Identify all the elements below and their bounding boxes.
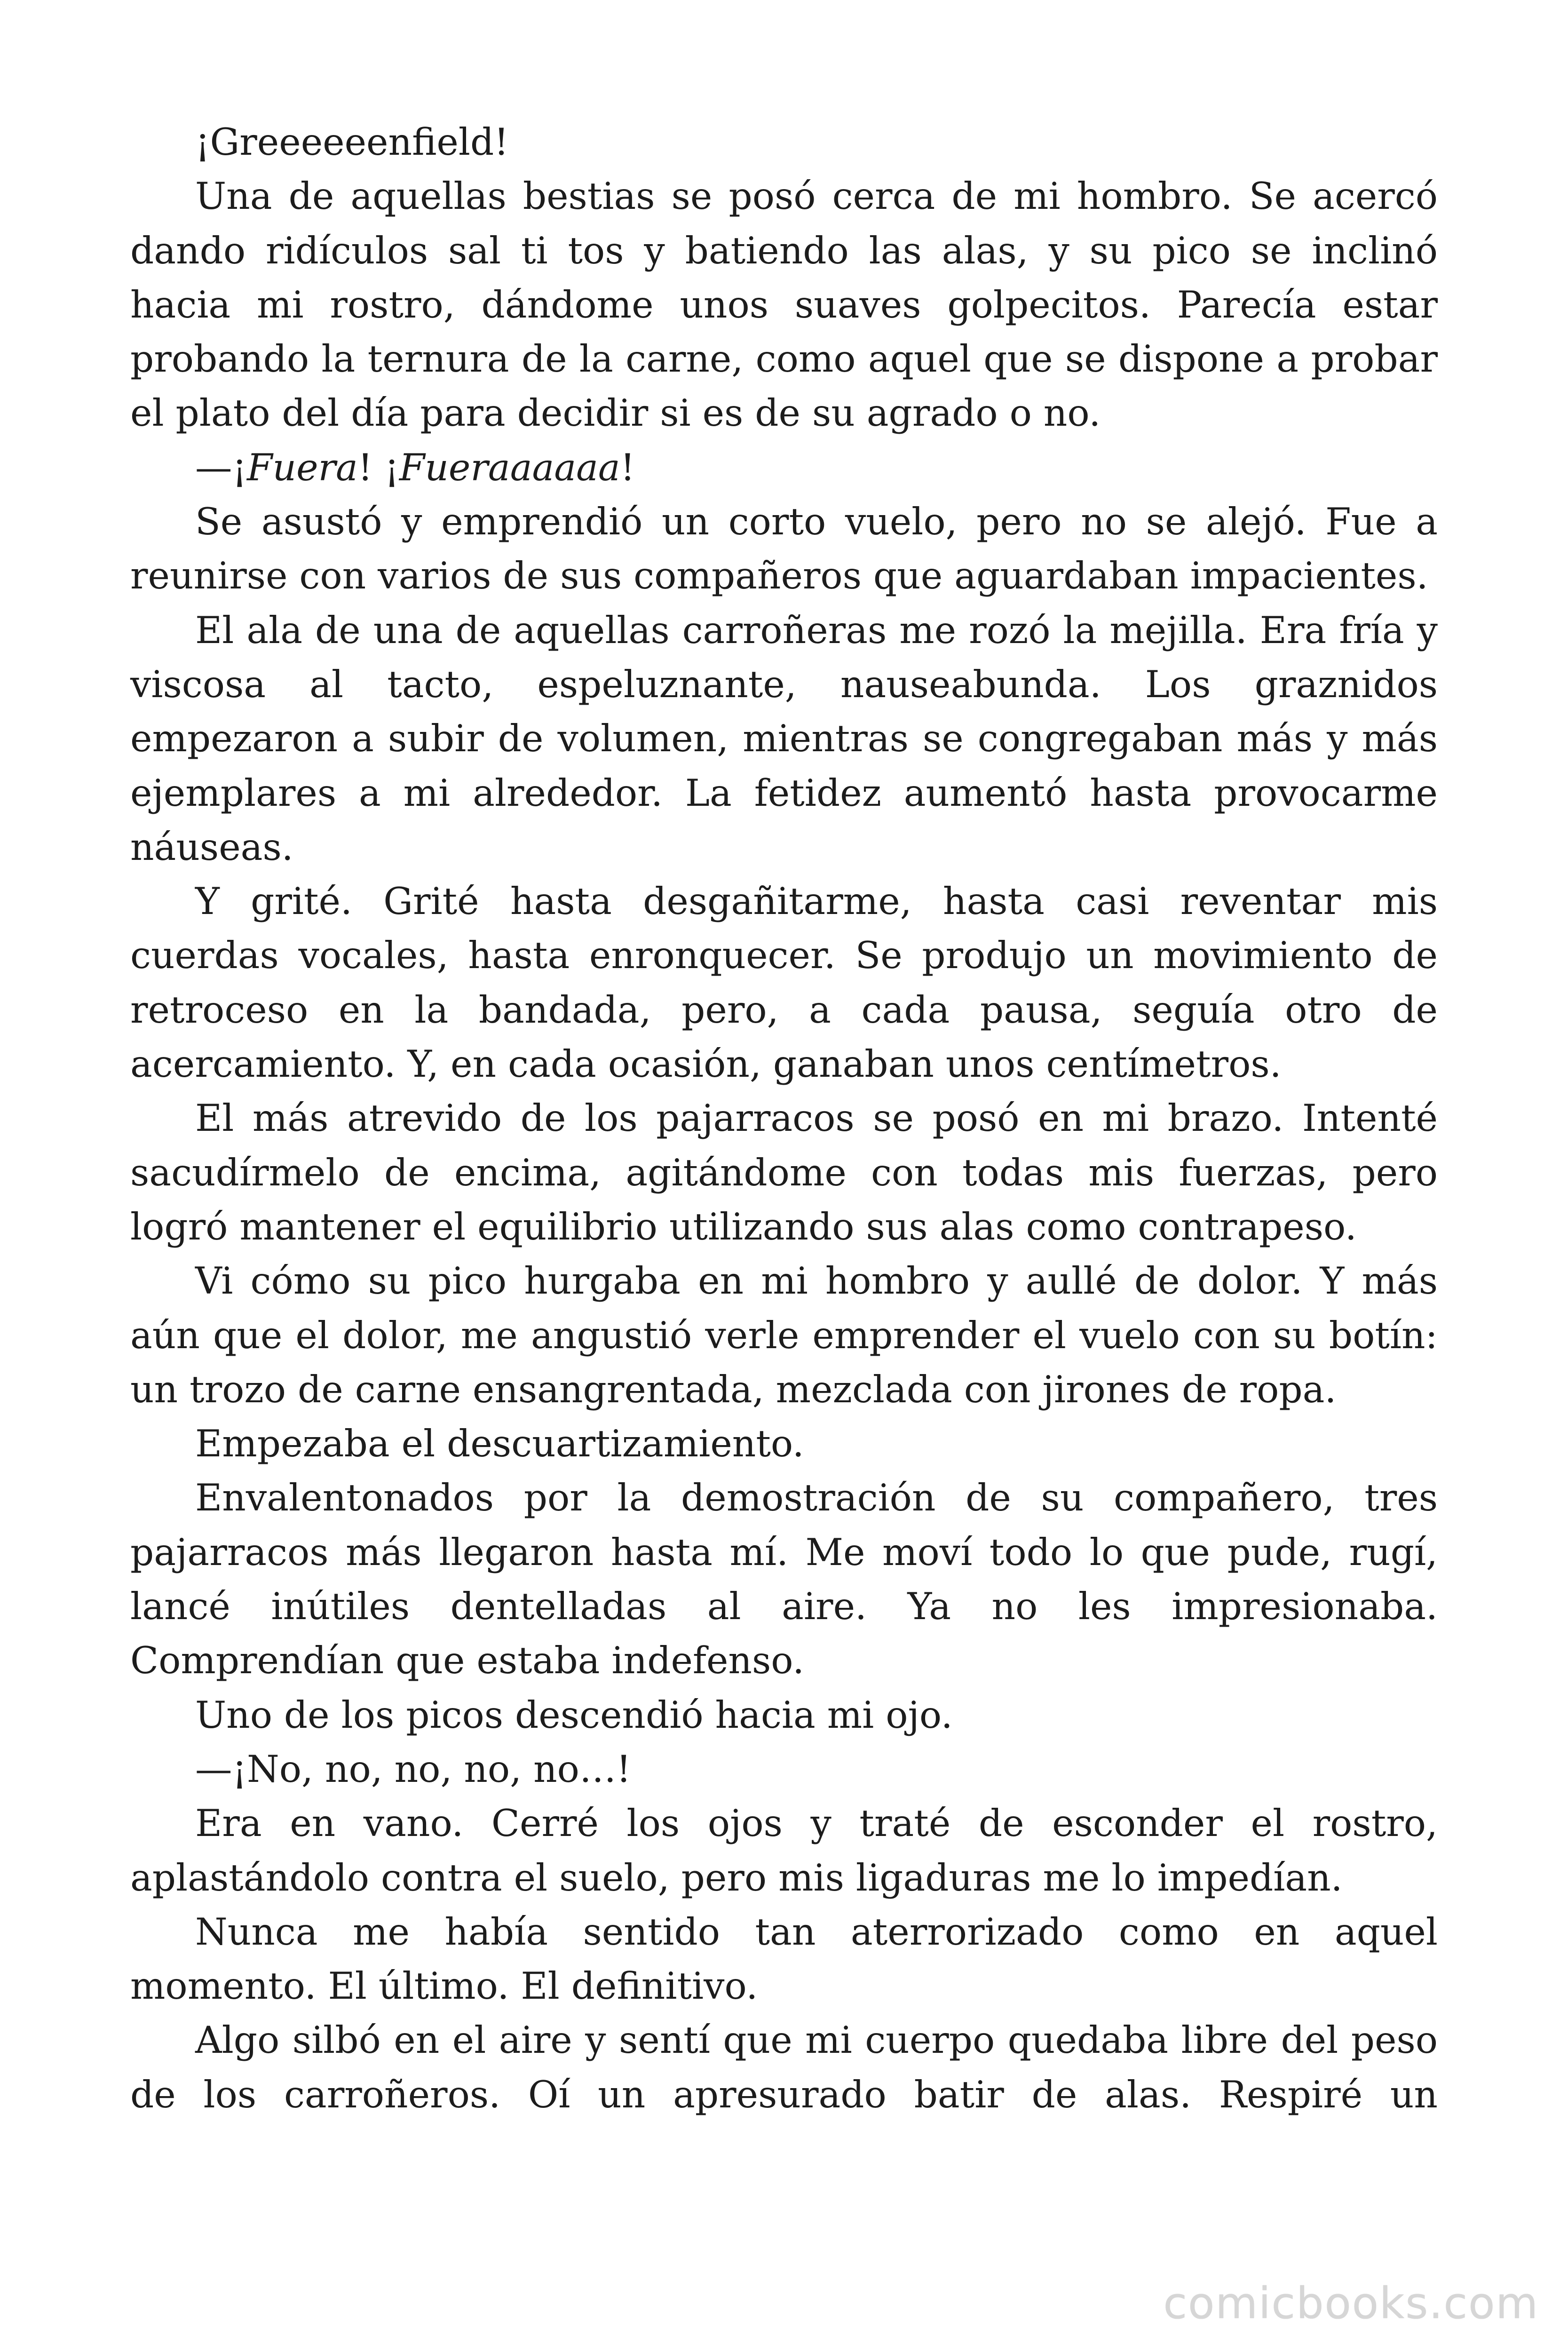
paragraph — [130, 2013, 1438, 2122]
text-run: Empezaba el descuartizamiento. — [195, 1422, 804, 1466]
text-run: Envalentonados por la demostración de su compañero, tres pajarracos más llegaron hasta mí. Me moví todo lo que pude, rugí, lancé inútiles dentelladas al aire. Ya no les impresionaba. Comprendían que estaba indefenso. — [130, 1476, 1438, 1683]
paragraph — [130, 1254, 1438, 1417]
paragraph — [130, 1471, 1438, 1688]
paragraph — [130, 441, 1438, 495]
italic-text: Fuera — [247, 445, 358, 489]
paragraph — [130, 1688, 1438, 1742]
text-run: El ala de una de aquellas carroñeras me rozó la mejilla. Era fría y viscosa al tacto, espeluznante, nauseabunda. Los graznidos empezaron a subir de volumen, mientras se congregaban más y más ejemplares a mi alrededor. La fetidez aumentó hasta provocarme náuseas. — [130, 608, 1438, 869]
book-page-text — [130, 115, 1438, 2122]
text-run: —¡ — [195, 445, 247, 489]
italic-text: Fueraaaaaa — [399, 445, 620, 489]
paragraph — [130, 495, 1438, 604]
text-run: Era en vano. Cerré los ojos y traté de esconder el rostro, aplastándolo contra el suelo, pero mis ligaduras me lo impedían. — [130, 1802, 1438, 1899]
text-run: Algo silbó en el aire y sentí que mi cuerpo quedaba libre del peso de los carroñeros. Oí un apresurado batir de alas. Respiré un — [130, 2018, 1438, 2116]
paragraph — [130, 1796, 1438, 1905]
paragraph — [130, 115, 1438, 169]
text-run: ! ¡ — [357, 445, 399, 489]
text-run: Nunca me había sentido tan aterrorizado como en aquel momento. El último. El definitivo. — [130, 1910, 1438, 2008]
text-run: Uno de los picos descendió hacia mi ojo. — [195, 1693, 953, 1737]
paragraph — [130, 1417, 1438, 1471]
text-run: ¡Greeeeeenfield! — [195, 120, 509, 164]
text-run: Una de aquellas bestias se posó cerca de mi hombro. Se acercó dando ridículos sal ti tos y batiendo las alas, y su pico se inclinó hacia mi rostro, dándome unos suaves golpecitos. Parecía estar probando la ternura de la carne, como aquel que se dispone a probar el plato del día para decidir si es de su agrado o no. — [130, 175, 1438, 435]
text-run: Vi cómo su pico hurgaba en mi hombro y aullé de dolor. Y más aún que el dolor, me angustió verle emprender el vuelo con su botín: un trozo de carne ensangrentada, mezclada con jirones de ropa. — [130, 1259, 1438, 1411]
paragraph — [130, 604, 1438, 874]
text-run: —¡No, no, no, no, no…! — [195, 1747, 631, 1791]
paragraph — [130, 1742, 1438, 1796]
paragraph — [130, 169, 1438, 440]
text-run: ! — [620, 445, 635, 489]
text-run: Y grité. Grité hasta desgañitarme, hasta casi reventar mis cuerdas vocales, hasta enronquecer. Se produjo un movimiento de retroceso en la bandada, pero, a cada pausa, seguía otro de acercamiento. Y, en cada ocasión, ganaban unos centímetros. — [130, 880, 1438, 1086]
paragraph — [130, 874, 1438, 1091]
paragraph — [130, 1905, 1438, 2014]
paragraph — [130, 1091, 1438, 1254]
watermark: comicbooks.com — [1163, 2278, 1539, 2328]
text-run: El más atrevido de los pajarracos se posó en mi brazo. Intenté sacudírmelo de encima, agitándome con todas mis fuerzas, pero logró mantener el equilibrio utilizando sus alas como contrapeso. — [130, 1097, 1438, 1248]
text-run: Se asustó y emprendió un corto vuelo, pero no se alejó. Fue a reunirse con varios de sus compañeros que aguardaban impacientes. — [130, 500, 1438, 598]
